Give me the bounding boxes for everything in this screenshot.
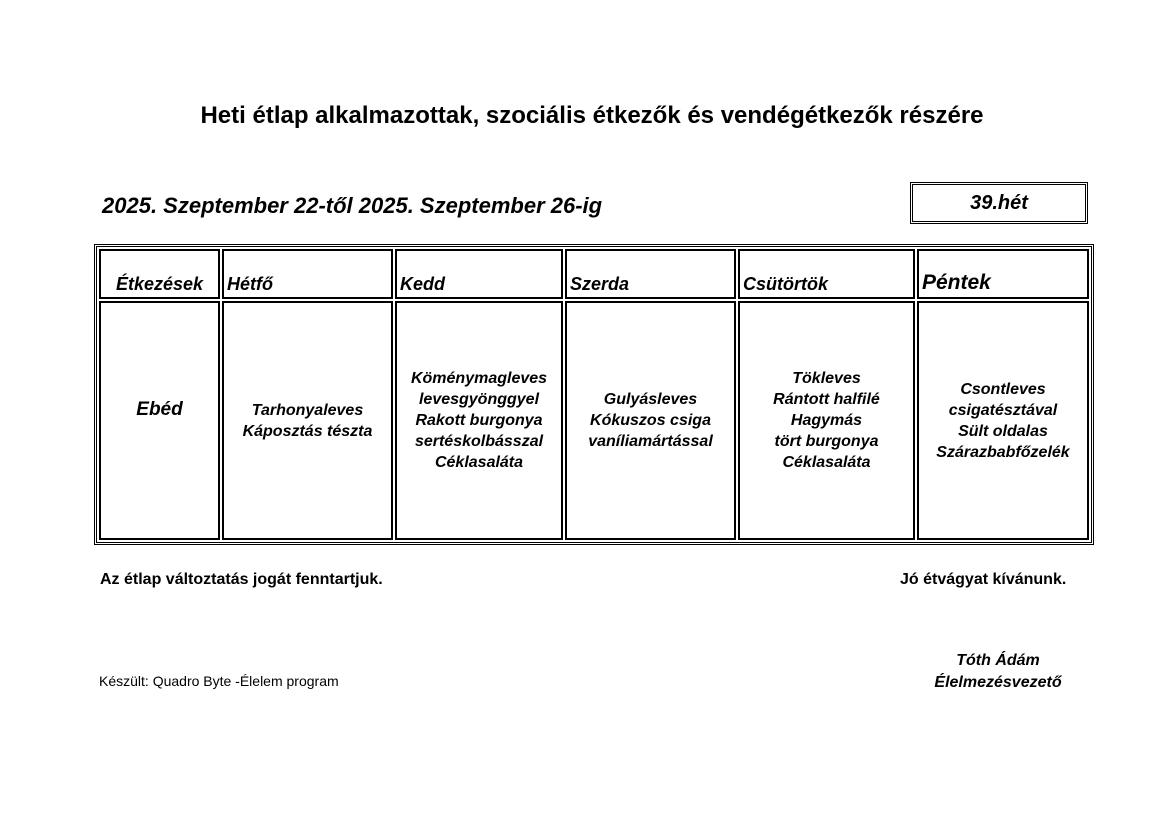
menu-item: csigatésztával bbox=[948, 401, 1058, 419]
menu-cell-thursday bbox=[738, 301, 915, 540]
week-badge: 39.hét bbox=[910, 182, 1088, 224]
menu-cell-wednesday bbox=[565, 301, 736, 540]
signature-role: Élelmezésvezető bbox=[934, 674, 1062, 691]
software-credit: Készült: Quadro Byte -Élelem program bbox=[99, 673, 339, 689]
menu-item: Hagymás bbox=[790, 412, 863, 429]
signature-name: Tóth Ádám bbox=[956, 652, 1040, 669]
menu-cell-friday bbox=[917, 301, 1089, 540]
page-title: Heti étlap alkalmazottak, szociális étkezők és vendégétkezők részére bbox=[200, 102, 984, 129]
greeting-note: Jó étvágyat kívánunk. bbox=[900, 571, 1067, 588]
date-range: 2025. Szeptember 22-től 2025. Szeptember 26-ig bbox=[102, 193, 603, 218]
lunch-row bbox=[99, 301, 1089, 540]
menu-item: tört burgonya bbox=[774, 433, 879, 450]
menu-item: Kókuszos csiga bbox=[590, 412, 711, 429]
menu-item: Rakott burgonya bbox=[415, 412, 543, 429]
menu-item: Köménymagleves bbox=[410, 370, 548, 387]
header-friday: Péntek bbox=[917, 249, 1089, 299]
menu-item: Sült oldalas bbox=[958, 422, 1048, 440]
menu-item: Rántott halfilé bbox=[773, 391, 880, 408]
menu-item: Gulyásleves bbox=[603, 391, 698, 408]
header-monday: Hétfő bbox=[222, 249, 393, 299]
signature-block bbox=[918, 650, 1078, 694]
header-row bbox=[99, 249, 1089, 299]
menu-item: Csontleves bbox=[960, 380, 1046, 398]
menu-cell-tuesday bbox=[395, 301, 563, 540]
menu-item: Céklasaláta bbox=[434, 454, 524, 471]
menu-item: sertéskolbásszal bbox=[414, 433, 544, 450]
header-thursday: Csütörtök bbox=[738, 249, 915, 299]
menu-item: Céklasaláta bbox=[782, 454, 871, 471]
menu-item: Tökleves bbox=[792, 370, 861, 387]
header-wednesday: Szerda bbox=[565, 249, 736, 299]
menu-item: vaníliamártással bbox=[588, 433, 713, 450]
menu-item: levesgyönggyel bbox=[418, 391, 540, 408]
menu-item: Tarhonyaleves bbox=[251, 401, 364, 419]
header-meals: Étkezések bbox=[99, 249, 220, 299]
menu-cell-monday bbox=[222, 301, 393, 540]
meal-label: Ebéd bbox=[99, 301, 220, 540]
menu-item: Káposztás tészta bbox=[242, 422, 373, 440]
menu-table bbox=[94, 244, 1094, 545]
menu-item: Szárazbabfőzelék bbox=[936, 443, 1070, 461]
header-tuesday: Kedd bbox=[395, 249, 563, 299]
disclaimer-note: Az étlap változtatás jogát fenntartjuk. bbox=[100, 571, 383, 588]
